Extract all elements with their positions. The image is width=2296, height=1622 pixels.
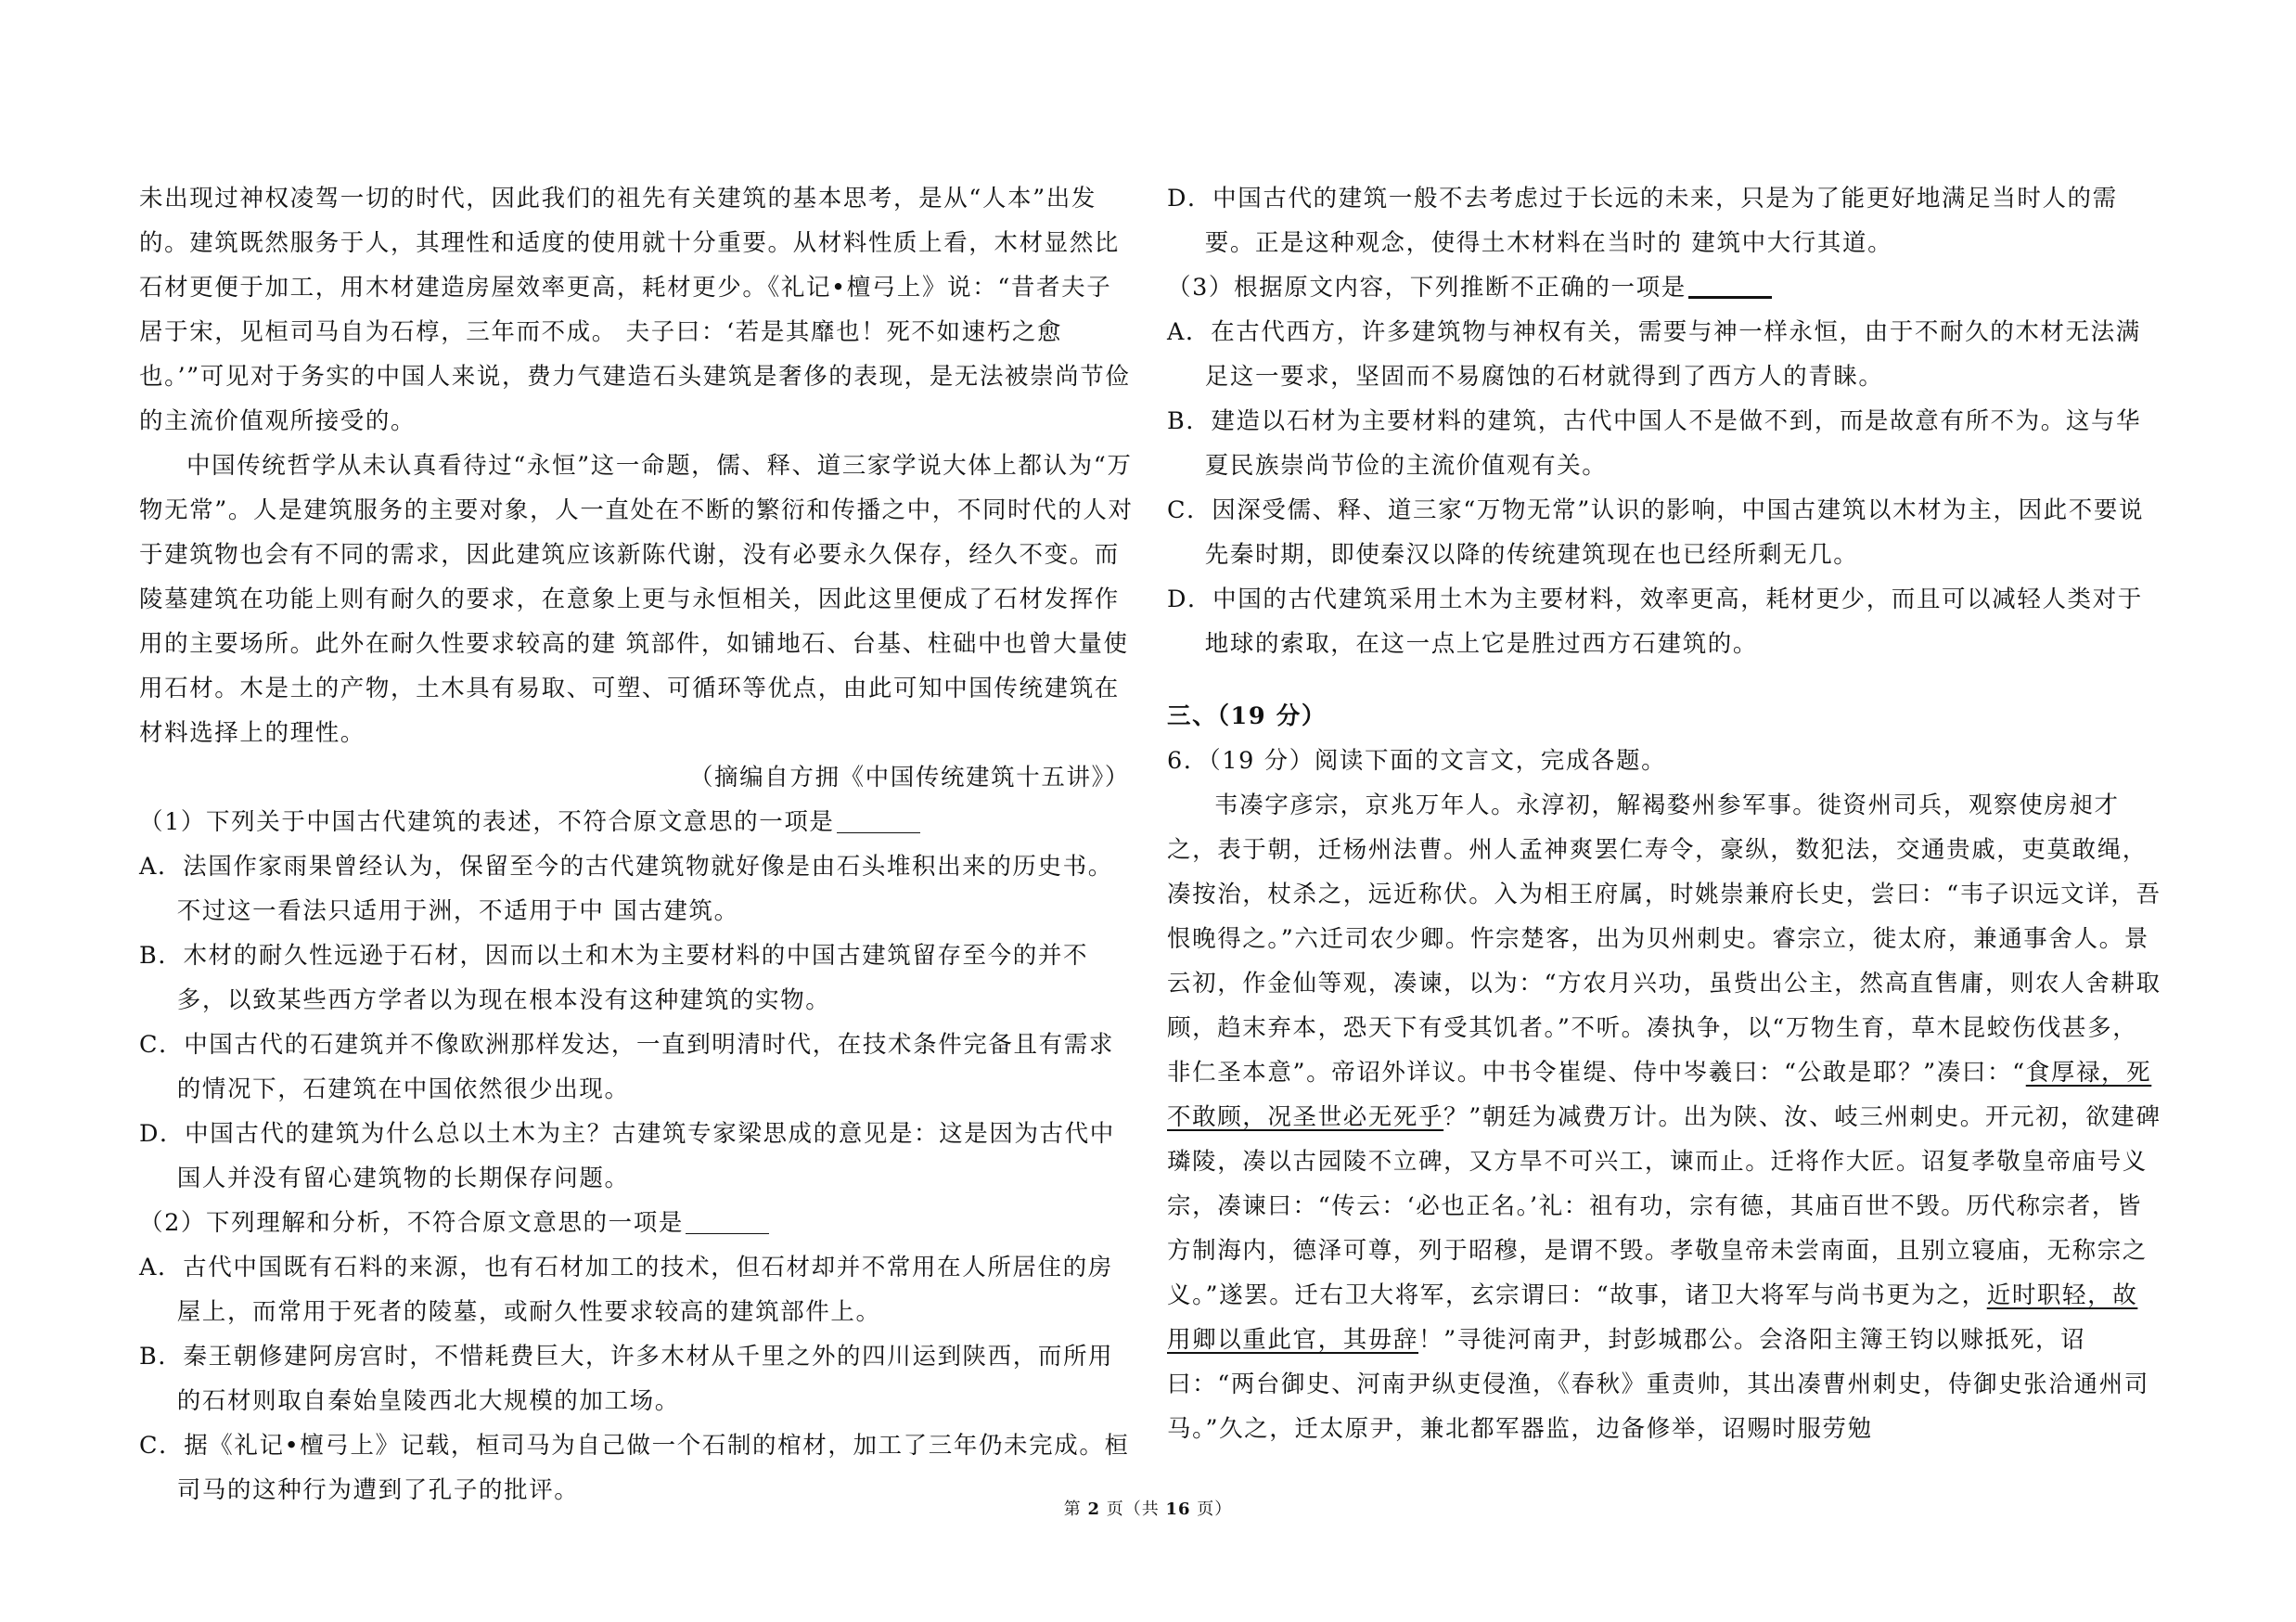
answer-blank[interactable]: [1688, 272, 1772, 299]
option-c: C．据《礼记•檀弓上》记载，桓司马为自己做一个石制的棺材，加工了三年仍未完成。桓司马的这种行为遭到了孔子的批评。: [139, 1432, 1130, 1504]
passage-text: ？”朝廷为减费万计。出为陕、汝、岐三州刺史。开元初，欲建碑璘陵，凑以古园陵不立碑，又方旱不可兴工，谏而止。迁将作大匠。诏复孝敬皇帝庙号义宗，凑谏曰：“传云：‘必也正名。’礼：祖有功，宗有德，其庙百世不毁。历代称宗者，皆方制海内，德泽可尊，列于昭穆，是谓不毁。孝敬皇帝未尝南面，且别立寝庙，无称宗之义。”遂罢。迁右卫大将军，玄宗谓曰：“故事，诸卫大将军与尚书更为之，: [1167, 1103, 2161, 1309]
left-column: [139, 176, 1134, 1513]
option-d: D．中国的古代建筑采用土木为主要材料，效率更高，耗材更少，而且可以减轻人类对于地球的索取，在这一点上它是胜过西方石建筑的。: [1167, 586, 2143, 658]
section-heading: 三、（19 分）: [1167, 702, 1327, 730]
passage-text: ！”寻徙河南尹，封彭城郡公。会洛阳主簿王钧以赇抵死，诏曰：“两台御史、河南尹纵吏侵渔，《春秋》重责帅，其出凑曹州刺史，侍御史张洽通州司马。”久之，迁太原尹，兼北都军器监，边备修举，诏赐时服劳勉: [1167, 1326, 2149, 1443]
underlined-sentence: 近时职轻，故用卿以重此官，其毋辞: [1167, 1281, 2138, 1354]
footer-prefix: 第: [1063, 1500, 1082, 1519]
page-footer: [0, 1496, 2296, 1520]
question-2-text: （2）下列理解和分析，不符合原文意思的一项是: [139, 1209, 684, 1237]
total-pages: 16: [1165, 1500, 1191, 1519]
footer-suffix: 页）: [1197, 1500, 1233, 1519]
passage-text: 韦凑字彦宗，京兆万年人。永淳初，解褐婺州参军事。徙资州司兵，观察使房昶才之，表于朝，迁杨州法曹。州人孟神爽罢仁寿令，豪纵，数犯法，交通贵戚，吏莫敢绳，凑按治，杖杀之，远近称伏。入为相王府属，时姚崇兼府长史，尝曰：“韦子识远文详，吾恨晚得之。”六迁司农少卿。忤宗楚客，出为贝州刺史。睿宗立，徙太府，兼通事舍人。景云初，作金仙等观，凑谏，以为：“方农月兴功，虽赀出公主，然高直售庸，则农人舍耕取顾，趋末弃本，恐天下有受其饥者。”不听。凑执争，以“万物生育，草木昆蛟伤伐甚多，非仁圣本意”。帝诏外详议。中书令崔缇、侍中岑羲曰：“公敢是耶？”凑曰：“: [1167, 792, 2161, 1087]
option-b: B．秦王朝修建阿房宫时，不惜耗费巨大，许多木材从千里之外的四川运到陕西，而所用的石材则取自秦始皇陵西北大规模的加工场。: [139, 1343, 1114, 1415]
question-6-intro: 6．（19 分）阅读下面的文言文，完成各题。: [1167, 747, 1667, 775]
passage-paragraph: 中国传统哲学从未认真看待过“永恒”这一命题，儒、释、道三家学说大体上都认为“万物无常”。人是建筑服务的主要对象，人一直处在不断的繁衍和传播之中，不同时代的人对于建筑物也会有不同的需求，因此建筑应该新陈代谢，没有必要永久保存，经久不变。而陵墓建筑在功能上则有耐久的要求，在意象上更与永恒相关，因此这里便成了石材发挥作用的主要场所。此外在耐久性要求较高的建 筑部件，如铺地石、台基、柱础中也曾大量使用石材。木是土的产物，土木具有易取、可塑、可循环等优点，由此可知中国传统建筑在 材料选择上的理性。: [139, 452, 1134, 747]
source-citation: （摘编自方拥《中国传统建筑十五讲》）: [688, 764, 1130, 792]
underlined-sentence: 食厚禄，死不敢顾，况圣世必无死乎: [1167, 1059, 2152, 1131]
option-d: D．中国古代的建筑一般不去考虑过于长远的未来，只是为了能更好地满足当时人的需要。正是这种观念，使得土木材料在当时的 建筑中大行其道。: [1167, 185, 2118, 257]
page-number: 2: [1087, 1500, 1100, 1519]
question-2-stem: [139, 1201, 1134, 1245]
option-a: A．在古代西方，许多建筑物与神权有关，需要与神一样永恒，由于不耐久的木材无法满足这一要求，坚固而不易腐蚀的石材就得到了西方人的青睐。: [1167, 318, 2141, 391]
option-a: A．法国作家雨果曾经认为，保留至今的古代建筑物就好像是由石头堆积出来的历史书。不过这一看法只适用于洲，不适用于中 国古建筑。: [139, 853, 1113, 925]
question-3-stem: [1167, 265, 2161, 310]
right-column: [1167, 176, 2161, 1451]
option-b: B．木材的耐久性远逊于石材，因而以土和木为主要材料的中国古建筑留存至今的并不多，以致某些西方学者以为现在根本没有这种建筑的实物。: [139, 942, 1089, 1014]
answer-blank[interactable]: [837, 808, 920, 833]
question-3-text: （3）根据原文内容，下列推断不正确的一项是: [1167, 274, 1687, 302]
option-c: C．中国古代的石建筑并不像欧洲那样发达，一直到明清时代，在技术条件完备且有需求的情况下，石建筑在中国依然很少出现。: [139, 1031, 1114, 1103]
option-c: C．因深受儒、释、道三家“万物无常”认识的影响，中国古建筑以木材为主，因此不要说先秦时期，即使秦汉以降的传统建筑现在也已经所剩无几。: [1167, 496, 2145, 569]
question-1-text: （1）下列关于中国古代建筑的表述，不符合原文意思的一项是: [139, 808, 835, 836]
question-1-stem: [139, 800, 1134, 844]
passage-paragraph: 未出现过神权凌驾一切的时代，因此我们的祖先有关建筑的基本思考，是从“人本”出发的。建筑既然服务于人，其理性和适度的使用就十分重要。从材料性质上看，木材显然比石材更便于加工，用木材建造房屋效率更高，耗材更少。《礼记•檀弓上》说：“昔者夫子居于宋，见桓司马自为石椁，三年而不成。 夫子曰：‘若是其靡也！死不如速朽之愈也。’”可见对于务实的中国人来说，费力气建造石头建筑是奢侈的表现，是无法被崇尚节俭的主流价值观所接受的。: [139, 185, 1131, 435]
classical-passage: [1167, 783, 2161, 1451]
footer-middle: 页（共: [1106, 1500, 1160, 1519]
answer-blank[interactable]: [686, 1209, 769, 1234]
option-b: B．建造以石材为主要材料的建筑，古代中国人不是做不到，而是故意有所不为。这与华夏民族崇尚节俭的主流价值观有关。: [1167, 407, 2142, 480]
option-a: A．古代中国既有石料的来源，也有石材加工的技术，但石材却并不常用在人所居住的房屋上，而常用于死者的陵墓，或耐久性要求较高的建筑部件上。: [139, 1254, 1113, 1326]
option-d: D．中国古代的建筑为什么总以土木为主？古建筑专家梁思成的意见是：这是因为古代中国人并没有留心建筑物的长期保存问题。: [139, 1120, 1115, 1192]
